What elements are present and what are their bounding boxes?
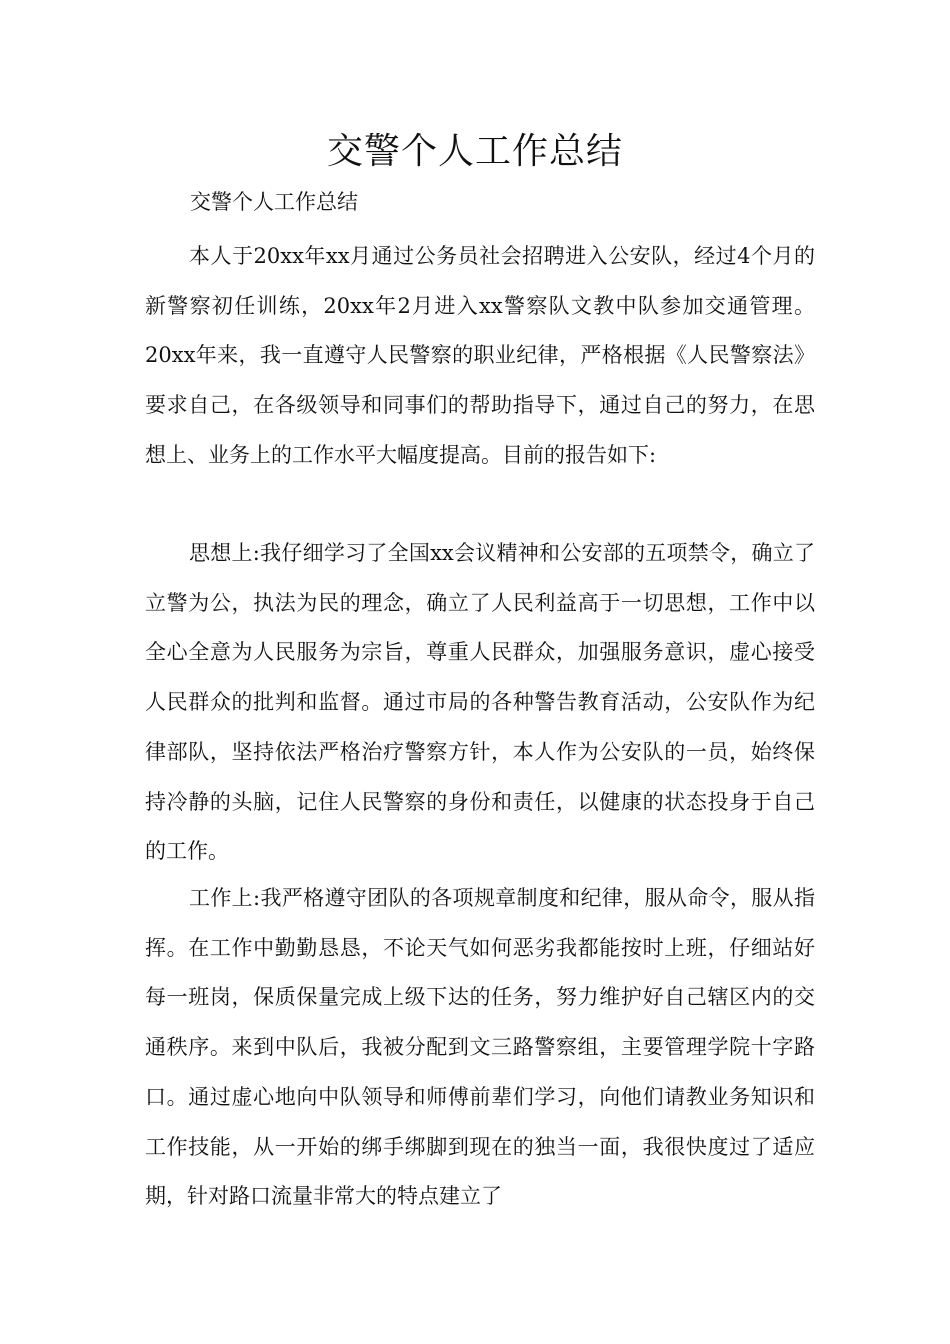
document-title: 交警个人工作总结 [326, 131, 623, 172]
paragraph-intro: 本人于20xx年xx月通过公务员社会招聘进入公安队，经过4个月的新警察初任训练，20xx年2月进入xx警察队文教中队参加交通管理。20xx年来，我一直遵守人民警察的职业纪律，严格根据《人民警察法》要求自己，在各级领导和同事们的帮助指导下，通过自己的努力，在思想上、业务上的工作水平大幅度提高。目前的报告如下: [145, 244, 815, 467]
paragraph-work: 工作上:我严格遵守团队的各项规章制度和纪律，服从命令，服从指挥。在工作中勤勤恳恳，不论天气如何恶劣我都能按时上班，仔细站好每一班岗，保质保量完成上级下达的任务，努力维护好自己辖区内的交通秩序。来到中队后，我被分配到文三路警察组，主要管理学院十字路口。通过虚心地向中队领导和师傅前辈们学习，向他们请教业务知识和工作技能，从一开始的绑手绑脚到现在的独当一面，我很快度过了适应期，针对路口流量非常大的特点建立了 [145, 886, 815, 1209]
document-subtitle: 交警个人工作总结 [190, 190, 358, 214]
paragraph-ideology: 思想上:我仔细学习了全国xx会议精神和公安部的五项禁令，确立了立警为公，执法为民的理念，确立了人民利益高于一切思想，工作中以全心全意为人民服务为宗旨，尊重人民群众，加强服务意识，虚心接受人民群众的批判和监督。通过市局的各种警告教育活动，公安队作为纪律部队，坚持依法严格治疗警察方针，本人作为公安队的一员，始终保持冷静的头脑，记住人民警察的身份和责任，以健康的状态投身于自己的工作。 [145, 541, 815, 864]
